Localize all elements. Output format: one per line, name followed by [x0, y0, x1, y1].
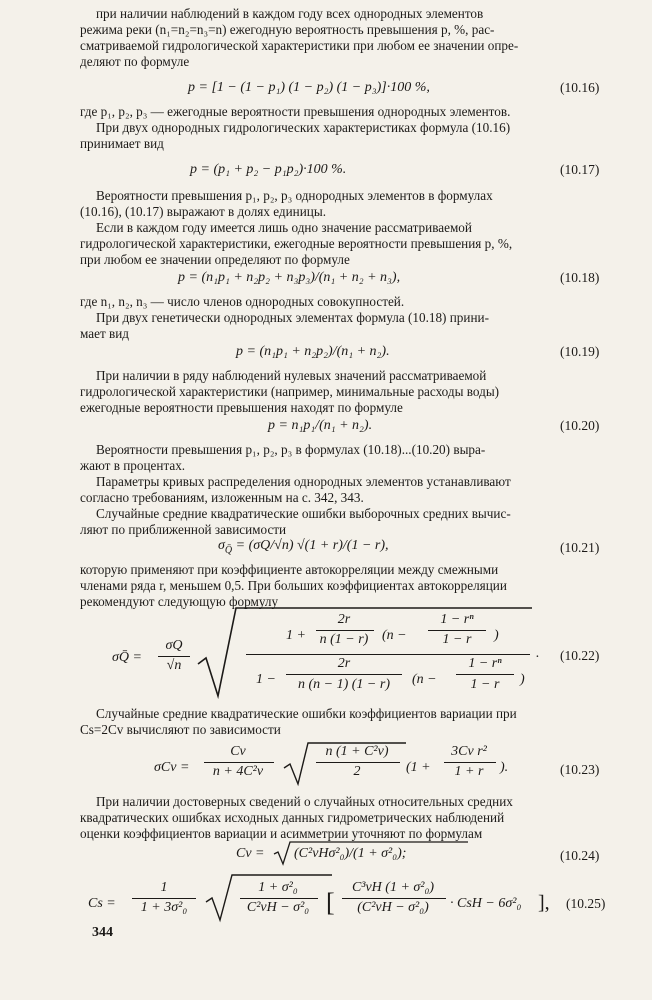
- frac-num: n (1 + C²v): [325, 744, 389, 759]
- equation-number: (10.16): [560, 80, 600, 95]
- frac-den: 1 − r: [470, 677, 500, 692]
- text-line: жают в процентах.: [80, 458, 186, 473]
- eq-term: (1 +: [406, 760, 431, 775]
- equation-number: (10.19): [560, 344, 600, 359]
- eq-lhs: Cv =: [236, 846, 265, 861]
- equation-number: (10.20): [560, 418, 600, 433]
- frac-den: n (n − 1) (1 − r): [298, 677, 390, 692]
- fraction-bar: [316, 762, 400, 763]
- equation-number: (10.21): [560, 540, 600, 555]
- eq-term: .: [536, 646, 540, 661]
- equation-10-16: p = [1 − (1 − p₁) (1 − p₂) (1 − p₃)]·100 %,: [188, 80, 430, 95]
- text-line: гидрологической характеристики (например, минимальные расходы воды): [80, 384, 500, 399]
- fraction-bar: [132, 898, 196, 899]
- equation-number: (10.25): [566, 896, 606, 911]
- eq-lhs: σCv =: [154, 760, 190, 775]
- frac-den: C²vH − σ²₀: [246, 900, 310, 915]
- text-line: оценки коэффициентов вариации и асимметрии уточняют по формулам: [80, 826, 483, 841]
- equation-10-19: p = (n₁p₁ + n₂p₂)/(n₁ + n₂).: [236, 344, 390, 359]
- text-line: рекомендуют следующую формулу: [80, 594, 279, 609]
- text-line: (10.16), (10.17) выражают в долях единицы.: [80, 204, 327, 219]
- text-line: Вероятности превышения p₁, p₂, p₃ в формулах (10.18)...(10.20) выра-: [96, 442, 486, 457]
- fraction-bar: [342, 898, 446, 899]
- fraction-bar: [456, 674, 514, 675]
- fraction-bar: [286, 674, 402, 675]
- bracket-open: [: [326, 888, 335, 917]
- text-line: При наличии в ряду наблюдений нулевых значений рассматриваемой: [96, 368, 487, 383]
- fraction-bar: [316, 630, 374, 631]
- text-line: Параметры кривых распределения однородных элементов устанавливают: [96, 474, 511, 489]
- eq-rhs: = (σQ/√n) √(1 + r)/(1 − r),: [235, 538, 389, 553]
- eq-lhs: σ: [218, 538, 225, 553]
- fraction-bar: [246, 654, 530, 655]
- text-line: которую применяют при коэффициенте автокорреляции между смежными: [80, 562, 499, 577]
- text-line: при любом ее значении определяют по формуле: [80, 252, 350, 267]
- text-line: при наличии наблюдений в каждом году всех однородных элементов: [96, 6, 484, 21]
- page-number: 344: [92, 925, 113, 940]
- equation-10-21: [218, 538, 389, 556]
- text-line: квадратических ошибках исходных данных гидрометрических наблюдений: [80, 810, 505, 825]
- frac-num: 1: [160, 880, 168, 895]
- equation-10-18: p = (n₁p₁ + n₂p₂ + n₃p₃)/(n₁ + n₂ + n₃),: [178, 270, 401, 285]
- frac-num: 1 − rⁿ: [468, 656, 502, 671]
- frac-den: 2: [353, 764, 361, 779]
- fraction-bar: [240, 898, 318, 899]
- frac-num: 1 − rⁿ: [440, 612, 474, 627]
- frac-den: (C²vH − σ²₀): [357, 900, 429, 915]
- frac-num: Cv: [230, 744, 246, 759]
- eq-term: ): [520, 672, 525, 687]
- text-line: ежегодные вероятности превышения находят по формуле: [80, 400, 403, 415]
- eq-rhs: (C²vHσ²₀)/(1 + σ²₀);: [294, 846, 407, 861]
- eq-term: 1 −: [256, 672, 276, 687]
- equation-number: (10.22): [560, 648, 600, 663]
- fraction-bar: [204, 762, 274, 763]
- text-line: При двух генетически однородных элементах формула (10.18) прини-: [96, 310, 489, 325]
- frac-num: σQ: [165, 638, 183, 653]
- fraction-bar: [428, 630, 486, 631]
- eq-term: ).: [500, 760, 509, 775]
- eq-lhs: σQ̄ =: [112, 650, 142, 665]
- text-line: мает вид: [80, 326, 130, 341]
- equation-number: (10.24): [560, 848, 600, 863]
- text-line: где p₁, p₂, p₃ — ежегодные вероятности превышения однородных элементов.: [80, 104, 511, 119]
- text-line: Если в каждом году имеется лишь одно значение рассматриваемой: [96, 220, 472, 235]
- frac-num: 2r: [337, 612, 351, 627]
- frac-num: C³vH (1 + σ²₀): [351, 880, 435, 895]
- equation-10-17: p = (p₁ + p₂ − p₁p₂)·100 %.: [190, 162, 347, 177]
- text-line: Случайные средние квадратические ошибки коэффициентов вариации при: [96, 706, 517, 721]
- text-line: Cs=2Cv вычисляют по зависимости: [80, 722, 281, 737]
- text-line: согласно требованиям, изложенным на с. 342, 343.: [80, 490, 364, 505]
- frac-den: n (1 − r): [319, 632, 369, 647]
- text-line: где n₁, n₂, n₃ — число членов однородных совокупностей.: [80, 294, 405, 309]
- equation-number: (10.17): [560, 162, 600, 177]
- text-line: Вероятности превышения p₁, p₂, p₃ однородных элементов в формулах: [96, 188, 493, 203]
- text-line: деляют по формуле: [80, 54, 190, 69]
- text-line: ляют по приближенной зависимости: [80, 522, 287, 537]
- frac-num: 2r: [337, 656, 351, 671]
- fraction-bar: [444, 762, 496, 763]
- text-line: принимает вид: [80, 136, 164, 151]
- eq-term: (n −: [382, 628, 407, 643]
- text-line: Случайные средние квадратические ошибки выборочных средних вычис-: [96, 506, 511, 521]
- frac-num: 1 + σ²₀: [258, 880, 298, 895]
- frac-den: 1 + 3σ²₀: [140, 900, 188, 915]
- text-line: При двух однородных гидрологических характеристиках формула (10.16): [96, 120, 511, 135]
- eq-term: (n −: [412, 672, 437, 687]
- equation-number: (10.23): [560, 762, 600, 777]
- frac-den: 1 − r: [442, 632, 472, 647]
- frac-den: √n: [166, 658, 182, 673]
- text-line: режима реки (n₁=n₂=n₃=n) ежегодную вероятность превышения p, %, рас-: [80, 22, 495, 37]
- text-line: При наличии достоверных сведений о случайных относительных средних: [96, 794, 513, 809]
- equation-number: (10.18): [560, 270, 600, 285]
- text-line: гидрологической характеристики, ежегодные вероятности превышения p, %,: [80, 236, 513, 251]
- frac-den: 1 + r: [454, 764, 484, 779]
- eq-subscript: Q̄: [224, 544, 233, 556]
- bracket-close: ],: [538, 892, 550, 914]
- eq-term: ): [494, 628, 499, 643]
- text-line: сматриваемой гидрологической характеристики при любом ее значении опре-: [80, 38, 519, 53]
- text-line: членами ряда r, меньшем 0,5. При больших коэффициентах автокорреляции: [80, 578, 507, 593]
- equation-10-20: p = n₁p₁/(n₁ + n₂).: [268, 418, 373, 433]
- frac-num: 3Cv r²: [451, 744, 487, 759]
- eq-term: 1 +: [286, 628, 306, 643]
- frac-den: n + 4C²v: [212, 764, 264, 779]
- fraction-bar: [158, 656, 190, 657]
- eq-lhs: Cs =: [88, 896, 116, 911]
- eq-term: · CsH − 6σ²₀: [450, 896, 522, 911]
